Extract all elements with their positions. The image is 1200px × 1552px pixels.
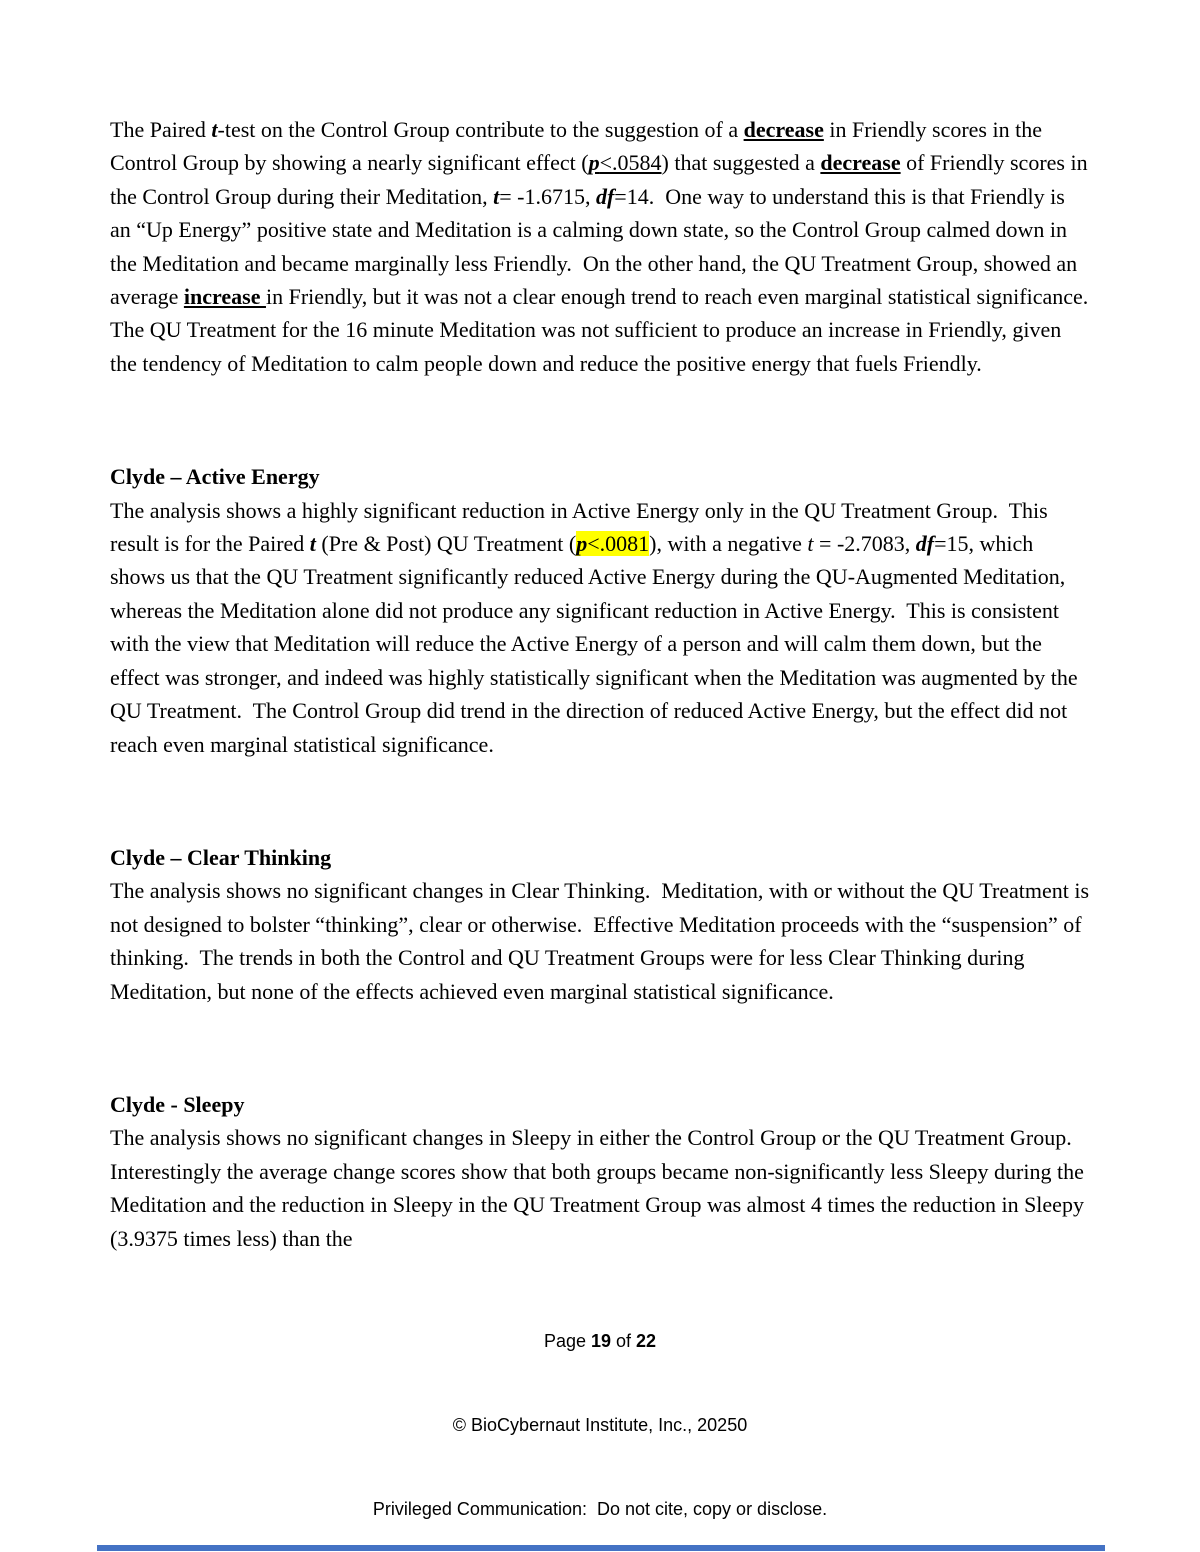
footer-privileged-notice: Privileged Communication: Do not cite, copy or disclose. — [372, 1498, 828, 1519]
footer-copyright: © BioCybernaut Institute, Inc., 20250 — [452, 1414, 748, 1435]
section-heading-sleepy: Clyde - Sleepy — [110, 1091, 245, 1117]
section-heading-active-energy: Clyde – Active Energy — [110, 464, 320, 490]
section-paragraph-clear-thinking: The analysis shows no significant changes in Clear Thinking. Meditation, with or without the QU Treatment is not designed to bolster “thinking”, clear or otherwise. Effective Meditation proceeds with the “suspension” of thinking. The trends in both the Control and QU Treatment Groups were for less Clear Thinking during Meditation, but none of the effects achieved even marginal statistical significance. — [110, 878, 1095, 1004]
page-footer — [110, 1271, 1090, 1552]
bottom-accent-bar — [97, 1545, 1105, 1551]
section-paragraph-sleepy: The analysis shows no significant changes in Sleepy in either the Control Group or the QU Treatment Group. Interestingly the average change scores show that both groups became non-significantly less Sleepy during the Meditation and the reduction in Sleepy in the QU Treatment Group was almost 4 times the reduction in Sleepy (3.9375 times less) than the — [110, 1125, 1090, 1251]
footer-page-number: Page 19 of 22 — [543, 1330, 657, 1351]
intro-paragraph: The Paired t-test on the Control Group contribute to the suggestion of a decrease in Friendly scores in the Control Group by showing a nearly significant effect (p<.0584) that suggested a decrease of Friendly scores in the Control Group during their Meditation, t= -1.6715, df=14. One way to understand this is that Friendly is an “Up Energy” positive state and Meditation is a calming down state, so the Control Group calmed down in the Meditation and became marginally less Friendly. On the other hand, the QU Treatment Group, showed an average increase in Friendly, but it was not a clear enough trend to reach even marginal statistical significance. The QU Treatment for the 16 minute Meditation was not sufficient to produce an increase in Friendly, given the tendency of Meditation to calm people down and reduce the positive energy that fuels Friendly. — [110, 117, 1099, 376]
section-paragraph-active-energy: The analysis shows a highly significant reduction in Active Energy only in the QU Treatment Group. This result is for the Paired t (Pre & Post) QU Treatment (p<.0081), with a negative t = -2.7083, df=15, which shows us that the QU Treatment significantly reduced Active Energy during the QU-Augmented Meditation, whereas the Meditation alone did not produce any significant reduction in Active Energy. This is consistent with the view that Meditation will reduce the Active Energy of a person and will calm them down, but the effect was stronger, and indeed was highly statistically significant when the Meditation was augmented by the QU Treatment. The Control Group did trend in the direction of reduced Active Energy, but the effect did not reach even marginal statistical significance. — [110, 497, 1084, 757]
section-heading-clear-thinking: Clyde – Clear Thinking — [110, 844, 332, 870]
